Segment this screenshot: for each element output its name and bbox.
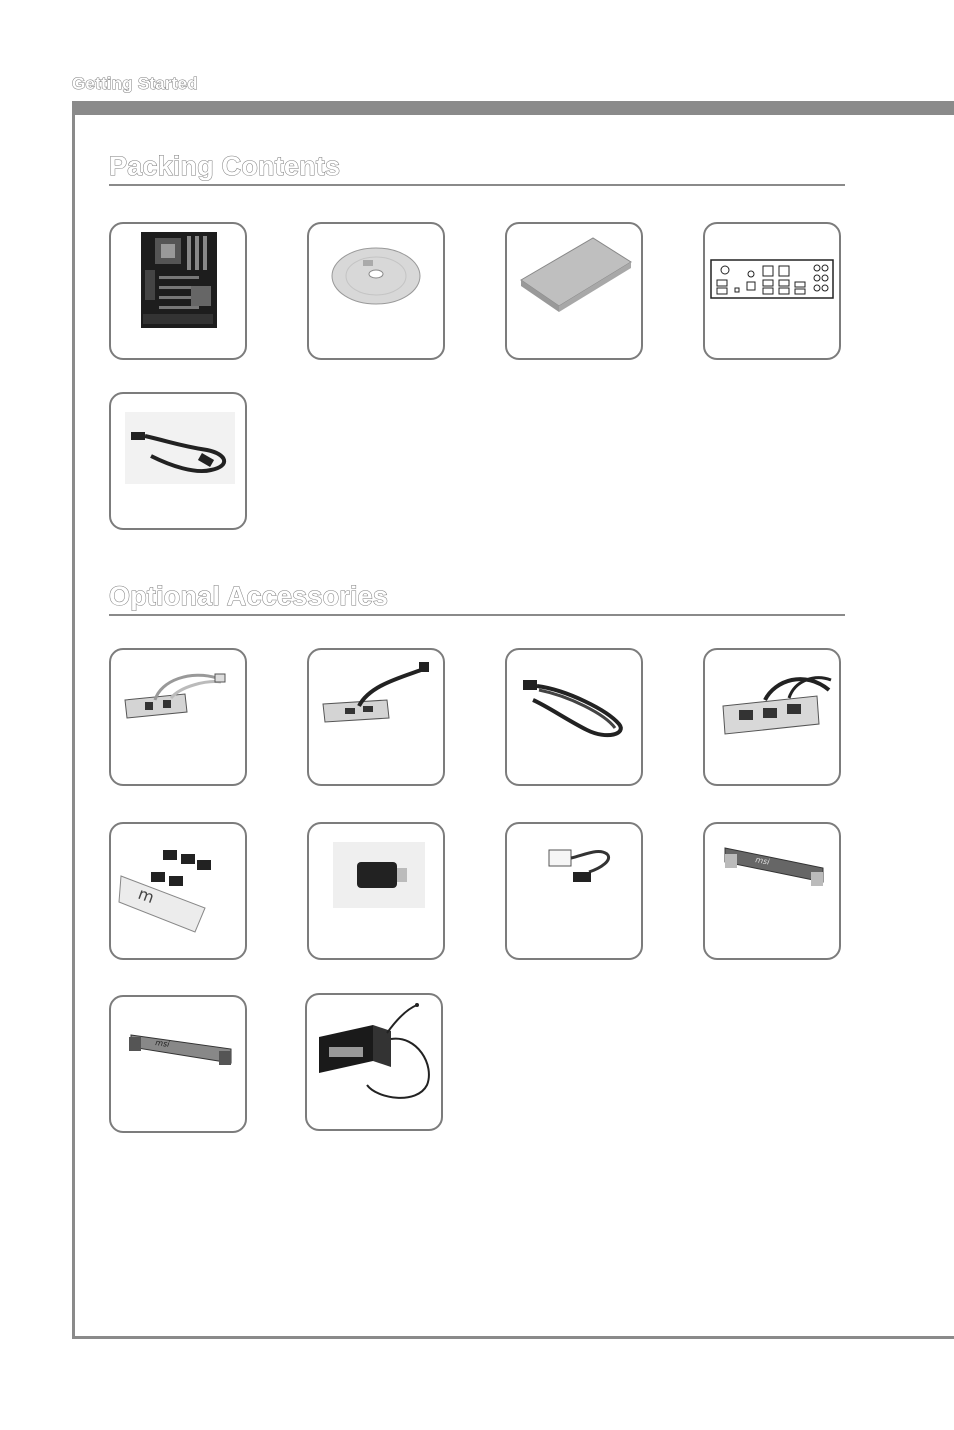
power-cable-card	[505, 648, 643, 786]
power-cable-image	[507, 650, 641, 784]
esata-usb-bracket-image	[705, 650, 839, 784]
usb-adapter-card	[307, 822, 445, 960]
sata-power-adapter-card	[505, 822, 643, 960]
left-margin-rule	[72, 101, 75, 1339]
front-panel-card	[305, 993, 443, 1131]
driver-disc-image	[309, 224, 443, 358]
header-label: Getting Started	[72, 74, 198, 93]
esata-bracket-card	[307, 648, 445, 786]
io-shield-image	[705, 224, 839, 358]
optional-accessories-title: Optional Accessories	[109, 581, 389, 611]
sli-bridge-card	[703, 822, 841, 960]
packing-contents-title: Packing Contents	[109, 151, 341, 181]
users-guide-card	[505, 222, 643, 360]
bottom-rule	[72, 1336, 954, 1339]
bridge-connector-card	[109, 995, 247, 1133]
usb-adapter-image	[309, 824, 443, 958]
sata-cable-image	[111, 394, 245, 528]
usb-bracket-card	[109, 648, 247, 786]
motherboard-card	[109, 222, 247, 360]
optional-accessories-rule	[109, 614, 845, 616]
svg-text:msi: msi	[754, 855, 771, 867]
usb-bracket-image	[111, 650, 245, 784]
io-shield-card	[703, 222, 841, 360]
sata-power-adapter-image	[507, 824, 641, 958]
sli-bridge-image	[705, 824, 839, 958]
bridge-connector-image	[111, 997, 245, 1131]
m-connector-image	[111, 824, 245, 958]
motherboard-image	[111, 224, 245, 358]
packing-contents-rule	[109, 184, 845, 186]
users-guide-image	[507, 224, 641, 358]
svg-text:m: m	[135, 883, 157, 908]
m-connector-card	[109, 822, 247, 960]
esata-usb-bracket-card	[703, 648, 841, 786]
bridge-brand-text: msi	[154, 1038, 171, 1049]
sata-cable-card	[109, 392, 247, 530]
front-panel-image	[307, 995, 441, 1129]
header-bar	[72, 101, 954, 115]
esata-bracket-image	[309, 650, 443, 784]
driver-disc-card	[307, 222, 445, 360]
